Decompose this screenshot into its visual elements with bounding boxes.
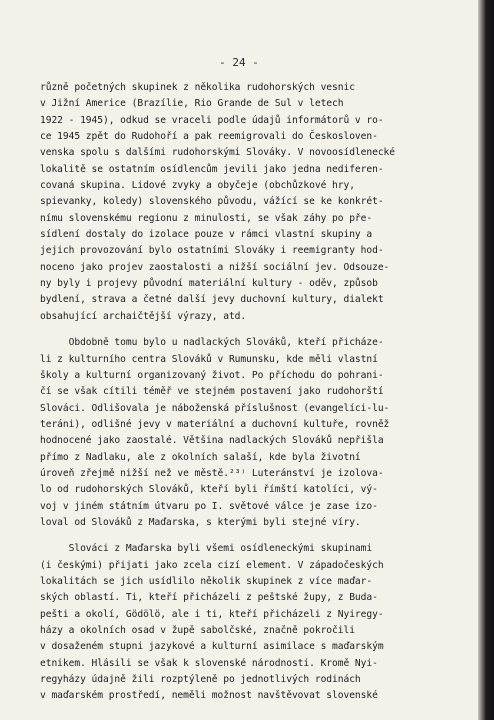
text-line: obsahující archaičtější výrazy, atd. (40, 310, 247, 322)
paragraph (40, 335, 460, 531)
paragraph (40, 541, 460, 704)
text-line: bydlení, strava a četné další jevy duchovní kultury, dialekt (40, 294, 384, 306)
body-text (40, 80, 460, 705)
text-line: 1922 - 1945), odkud se vraceli podle údajů informátorů v ro- (40, 114, 384, 126)
text-line: sídlení dostaly do izolace pouze v rámci vlastní skupiny a (40, 229, 373, 241)
text-line: úroveň zřejmě nižší než ve městě.²³⁾ Luteránství je izolova- (40, 467, 384, 479)
text-line: čí se však cítili téměř ve stejném postavení jako rudohorští (40, 386, 384, 398)
text-line: etnikem. Hlásili se však k slovenské národnosti. Kromě Nyi- (40, 657, 378, 669)
text-line: teráni), odlišné jevy v materiální a duchovní kultuře, rovněž (40, 418, 390, 430)
text-line: Obdobně tomu bylo u nadlackých Slováků, kteří přicháze- (40, 337, 384, 349)
text-line: li z kulturního centra Slováků v Rumunsku, kde měli vlastní (40, 353, 378, 365)
text-line: loval od Slováků z Maďarska, s kterými byli stejné víry. (40, 516, 361, 528)
text-line: spievanky, koledy) slovenského původu, vážící se ke konkrét- (40, 196, 384, 208)
text-line: ny byly i projevy původní materiální kultury - oděv, způsob (40, 278, 378, 290)
text-line: různě početných skupinek z několika rudohorských vesnic (40, 82, 355, 93)
text-line: ských oblastí. Ti, kteří přicházeli z peštské župy, z Buda- (40, 592, 378, 604)
text-line: covaná skupina. Lidové zvyky a obyčeje (obchůzkové hry, (40, 180, 355, 192)
paragraph (40, 80, 460, 325)
text-line: voj v jiném státním útvaru po I. světové válce je zase izo- (40, 500, 378, 512)
text-line: hodnocené jako zaostalé. Většina nadlackých Slováků nepřišla (40, 435, 384, 447)
text-line: ce 1945 zpět do Rudohoří a pak reemigrovali do Českosloven- (40, 131, 378, 143)
page-edge-shadow (478, 0, 494, 720)
text-line: (i českými) přijati jako zcela cizí element. V západočeských (40, 559, 384, 571)
text-line: nímu slovenskému regionu z minulosti, se však záhy po pře- (40, 212, 373, 224)
text-line: přímo z Nadlaku, ale z okolních salaší, kde byla životní (40, 451, 361, 463)
text-line: pešti a okolí, Gödölö, ale i ti, kteří přicházeli z Nyiregy- (40, 608, 384, 620)
text-line: jejich provozování bylo ostatními Slováky i reemigranty hod- (40, 245, 384, 257)
text-line: lo od rudohorských Slováků, kteří byli římští katolíci, vý- (40, 484, 378, 496)
text-line: v Jižní Americe (Brazílie, Rio Grande de Sul v letech (40, 98, 344, 110)
text-line: v dosaženém stupni jazykové a kulturní asimilace s maďarským (40, 641, 384, 653)
text-line: Slováci z Maďarska byli všemi osídleneckými skupinami (40, 543, 373, 555)
text-line: lokalitách se jich usídlilo několik skupinek z více maďar- (40, 575, 373, 587)
text-line: lokalitě se ostatním osídlencům jevili jako jedna nediferen- (40, 163, 384, 175)
page-number: - 24 - (219, 56, 259, 69)
text-line: školy a kulturní organizovaný život. Po příchodu do pohrani- (40, 369, 384, 381)
text-line: regyházy údajně žili rozptýleně po jednotlivých rodinách (40, 674, 361, 686)
text-line: venska spolu s dalšími rudohorskými Slováky. V novoosídlenecké (40, 147, 396, 159)
text-line: házy a okolních osad v župě sabolčské, značně pokročili (40, 625, 355, 636)
text-line: Slováci. Odlišovala je náboženská příslušnost (evangelíci-lu- (40, 402, 390, 414)
text-line: noceno jako projev zaostalosti a nižší sociální jev. Odsouze- (40, 261, 390, 273)
text-line: v maďarském prostředí, neměli možnost navštěvovat slovenské (40, 690, 378, 702)
